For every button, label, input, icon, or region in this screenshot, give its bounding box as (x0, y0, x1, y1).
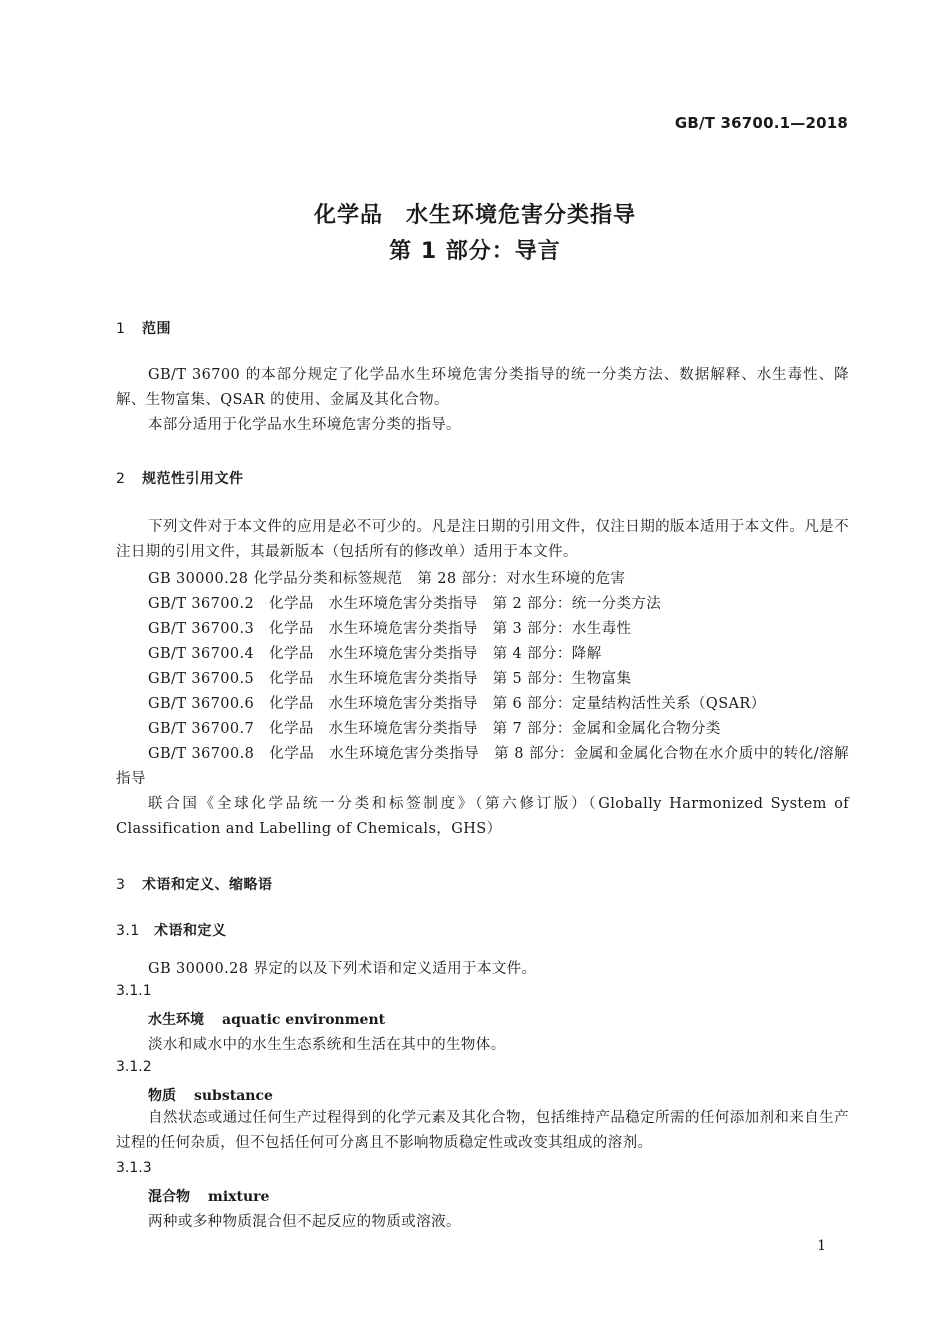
term-zh: 混合物 (148, 1189, 190, 1205)
section-3-heading (116, 874, 273, 894)
paragraph: 本部分适用于化学品水生环境危害分类的指导。 (148, 417, 461, 433)
term-definition: 自然状态或通过任何生产过程得到的化学元素及其化合物，包括维持产品稳定所需的任何添加剂和来自生产过程的任何杂质，但不包括任何可分离且不影响物质稳定性或改变其组成的溶剂。 (116, 1110, 849, 1151)
section-2-heading (116, 468, 244, 488)
reference-item: GB/T 36700.6 化学品 水生环境危害分类指导 第 6 部分：定量结构活性关系（QSAR） (148, 696, 766, 712)
reference-item: GB 30000.28 化学品分类和标签规范 第 28 部分：对水生环境的危害 (148, 571, 626, 587)
subsection-title: 术语和定义 (154, 923, 227, 939)
section-title: 术语和定义、缩略语 (142, 877, 273, 893)
standard-code: GB/T 36700.1—2018 (674, 114, 848, 132)
paragraph: GB/T 36700 的本部分规定了化学品水生环境危害分类指导的统一分类方法、数据解释、水生毒性、降解、生物富集、QSAR 的使用、金属及其化合物。 (116, 367, 849, 408)
section-number: 3 (116, 877, 126, 893)
document-subtitle: 第 1 部分：导言 (389, 239, 561, 264)
section-title: 范围 (142, 321, 171, 337)
paragraph: GB 30000.28 界定的以及下列术语和定义适用于本文件。 (148, 961, 537, 977)
term-entry (148, 1009, 385, 1029)
section-number: 1 (116, 321, 126, 337)
term-entry (148, 1186, 269, 1206)
reference-item: GB/T 36700.3 化学品 水生环境危害分类指导 第 3 部分：水生毒性 (148, 621, 632, 637)
term-number: 3.1.2 (116, 1059, 152, 1075)
document-title: 化学品 水生环境危害分类指导 (313, 203, 636, 228)
reference-item: GB/T 36700.2 化学品 水生环境危害分类指导 第 2 部分：统一分类方法 (148, 596, 662, 612)
reference-item: GB/T 36700.4 化学品 水生环境危害分类指导 第 4 部分：降解 (148, 646, 602, 662)
reference-item: GB/T 36700.8 化学品 水生环境危害分类指导 第 8 部分：金属和金属化合物在水介质中的转化/溶解指导 (116, 746, 849, 787)
term-zh: 水生环境 (148, 1012, 204, 1028)
page-number: 1 (817, 1238, 826, 1254)
reference-item: GB/T 36700.7 化学品 水生环境危害分类指导 第 7 部分：金属和金属化合物分类 (148, 721, 721, 737)
section-number: 2 (116, 471, 126, 487)
term-en: substance (194, 1088, 273, 1104)
term-en: mixture (208, 1189, 270, 1205)
reference-item: GB/T 36700.5 化学品 水生环境危害分类指导 第 5 部分：生物富集 (148, 671, 632, 687)
term-definition: 淡水和咸水中的水生生态系统和生活在其中的生物体。 (148, 1037, 506, 1053)
term-entry (148, 1085, 273, 1105)
section-1-heading (116, 318, 171, 338)
subsection-number: 3.1 (116, 923, 140, 939)
term-en: aquatic environment (222, 1012, 386, 1028)
term-number: 3.1.1 (116, 983, 152, 999)
paragraph: 下列文件对于本文件的应用是必不可少的。凡是注日期的引用文件，仅注日期的版本适用于本文件。凡是不注日期的引用文件，其最新版本（包括所有的修改单）适用于本文件。 (116, 519, 849, 560)
term-number: 3.1.3 (116, 1160, 152, 1176)
section-title: 规范性引用文件 (142, 471, 244, 487)
subsection-3-1-heading (116, 920, 227, 940)
term-definition: 两种或多种物质混合但不起反应的物质或溶液。 (148, 1214, 461, 1230)
reference-item: 联合国《全球化学品统一分类和标签制度》（第六修订版）（Globally Harmonized System of Classification and Labelling of Chemicals，GHS） (116, 796, 849, 837)
term-zh: 物质 (148, 1088, 176, 1104)
